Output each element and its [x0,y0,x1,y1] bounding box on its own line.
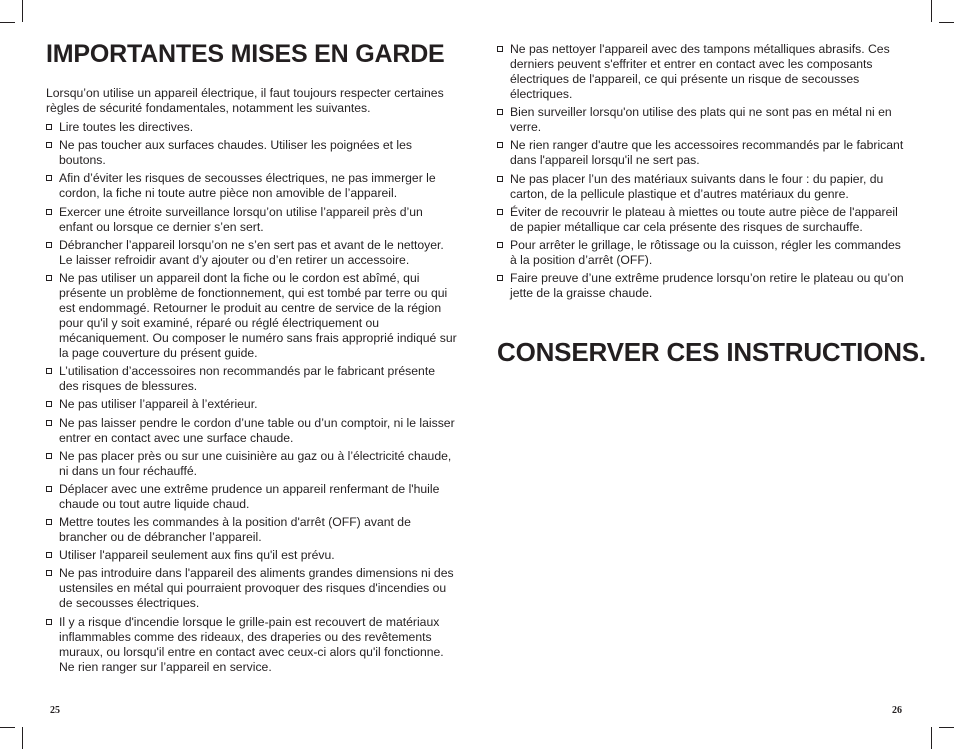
list-item [46,205,458,235]
list-item [497,271,911,301]
list-item-text: Déplacer avec une extrême prudence un appareil renfermant de l'huile chaude ou tout autre liquide chaud. [59,481,440,511]
checkbox-bullet-icon [497,176,503,182]
list-item [46,449,458,479]
safeguards-list [46,120,458,678]
list-item [46,171,458,201]
crop-mark [22,727,23,749]
list-item [46,548,458,563]
checkbox-bullet-icon [497,275,503,281]
list-item-text: Éviter de recouvrir le plateau à miettes ou toute autre pièce de l'appareil de papier métallique car cela présente des risques de surchauffe. [510,204,898,234]
list-item [46,364,458,394]
list-item-text: Faire preuve d’une extrême prudence lorsqu’on retire le plateau ou qu’on jette de la graisse chaude. [510,271,904,301]
intro-paragraph: Lorsqu’on utilise un appareil électrique, il faut toujours respecter certaines règles de sécurité fondamentales, notamment les suivantes. [46,86,444,115]
list-item-text: Ne rien ranger d'autre que les accessoires recommandés par le fabricant dans l'appareil lorsqu'il ne sert pas. [510,138,904,168]
list-item [497,138,911,168]
list-item-text: Ne pas laisser pendre le cordon d’une table ou d’un comptoir, ni le laisser entrer en contact avec une surface chaude. [59,415,455,445]
list-item [497,42,911,102]
checkbox-bullet-icon [46,552,52,558]
list-item [46,482,458,512]
list-item [46,271,458,361]
checkbox-bullet-icon [46,175,52,181]
list-item-text: Ne pas placer près ou sur une cuisinière au gaz ou à l’électricité chaude, ni dans un four réchauffé. [59,448,452,478]
list-item-text: Lire toutes les directives. [59,120,194,134]
list-item-text: Utiliser l'appareil seulement aux fins qu'il est prévu. [59,548,335,563]
list-item-text: Ne pas introduire dans l'appareil des aliments grandes dimensions ni des ustensiles en métal qui pourraient provoquer des risques d'incendies ou de secousses électriques. [59,566,454,611]
list-item [497,205,911,235]
crop-mark [939,727,954,728]
checkbox-bullet-icon [46,242,52,248]
list-item-text: L’utilisation d’accessoires non recommandés par le fabricant présente des risques de blessures. [59,364,435,394]
list-item [46,138,458,168]
checkbox-bullet-icon [46,275,52,281]
list-item-text: Ne pas utiliser l’appareil à l’extérieur. [59,397,258,412]
checkbox-bullet-icon [46,124,52,130]
page-title: IMPORTANTES MISES EN GARDE [46,40,445,68]
list-item [46,515,458,545]
list-item [497,238,911,268]
list-item-text: Ne pas utiliser un appareil dont la fiche ou le cordon est abîmé, qui présente un problème de fonctionnement, qui est tombé par terre ou qui est endommagé. Retourner le produit au centre de service de la région pour qu'il y soit examiné, réparé ou réglé électriquement ou mécaniquement. Ou composer le numéro sans frais approprié indiqué sur la page couverture du présent guide. [59,270,457,360]
checkbox-bullet-icon [46,420,52,426]
list-item-text: Il y a risque d'incendie lorsque le grille-pain est recouvert de matériaux inflammables comme des rideaux, des draperies ou des revêtements muraux, ou lorsqu'il entre en contact avec ceux-ci alors qu'il fonctionne. Ne rien ranger sur l’appareil en service. [59,614,444,674]
checkbox-bullet-icon [46,519,52,525]
list-item-text: Ne pas toucher aux surfaces chaudes. Utiliser les poignées et les boutons. [59,138,412,168]
crop-mark [931,0,932,22]
list-item [46,566,458,611]
list-item [46,397,458,412]
page-number-right: 26 [892,705,902,716]
page-number-left: 25 [50,705,60,716]
safeguards-list-continued [497,42,911,304]
checkbox-bullet-icon [46,570,52,576]
list-item-text: Ne pas placer l’un des matériaux suivants dans le four : du papier, du carton, de la pellicule plastique et d’autres matériaux du genre. [510,171,884,201]
list-item-text: Mettre toutes les commandes à la position d'arrêt (OFF) avant de brancher ou de débrancher l’appareil. [59,515,411,545]
checkbox-bullet-icon [46,401,52,407]
list-item [46,120,458,135]
crop-mark [0,727,15,728]
checkbox-bullet-icon [46,619,52,625]
list-item [46,615,458,675]
list-item [497,172,911,202]
checkbox-bullet-icon [46,486,52,492]
save-instructions-heading: CONSERVER CES INSTRUCTIONS. [497,337,926,367]
list-item-text: Bien surveiller lorsqu'on utilise des plats qui ne sont pas en métal ni en verre. [510,105,892,135]
list-item-text: Ne pas nettoyer l'appareil avec des tampons métalliques abrasifs. Ces derniers peuvent s'effriter et entrer en contact avec les composants électriques de l'appareil, ce qui présente un risque de secousses électriques. [510,42,890,101]
list-item [46,416,458,446]
list-item-text: Débrancher l’appareil lorsqu’on ne s’en sert pas et avant de le nettoyer. Le laisser refroidir avant d’y ajouter ou d’en retirer un accessoire. [59,237,444,267]
list-item-text: Pour arrêter le grillage, le rôtissage ou la cuisson, régler les commandes à la position d’arrêt (OFF). [510,237,901,267]
checkbox-bullet-icon [497,46,503,52]
crop-mark [931,727,932,749]
crop-mark [0,22,15,23]
checkbox-bullet-icon [46,453,52,459]
checkbox-bullet-icon [46,209,52,215]
checkbox-bullet-icon [497,142,503,148]
checkbox-bullet-icon [46,142,52,148]
list-item [46,238,458,268]
checkbox-bullet-icon [46,368,52,374]
list-item-text: Afin d’éviter les risques de secousses électriques, ne pas immerger le cordon, la fiche ni toute autre pièce non amovible de l’appareil. [59,171,436,201]
checkbox-bullet-icon [497,242,503,248]
checkbox-bullet-icon [497,209,503,215]
list-item-text: Exercer une étroite surveillance lorsqu’on utilise l’appareil près d’un enfant ou lorsque ce dernier s’en sert. [59,204,423,234]
crop-mark [22,0,23,22]
crop-mark [939,22,954,23]
list-item [497,105,911,135]
checkbox-bullet-icon [497,109,503,115]
